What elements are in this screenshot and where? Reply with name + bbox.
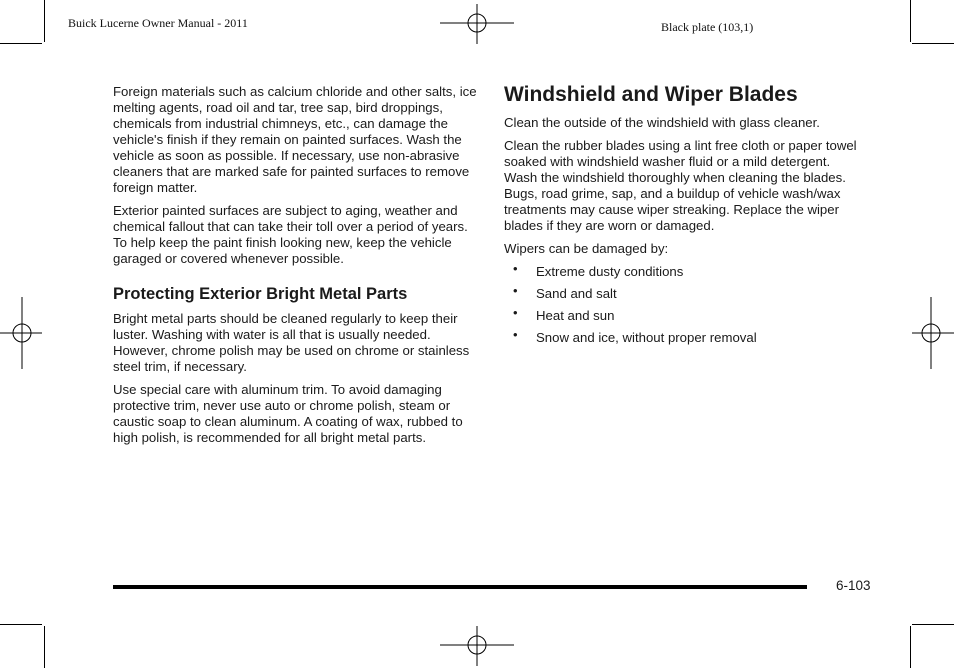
- bullet-list: [504, 261, 866, 346]
- list-item: [504, 327, 866, 346]
- plate-label: Black plate (103,1): [661, 20, 754, 34]
- list-item-text: Sand and salt: [536, 286, 617, 301]
- page-title: Windshield and Wiper Blades: [504, 83, 798, 106]
- footer-rule: [113, 585, 807, 589]
- page-number: 6-103: [836, 578, 871, 593]
- body-paragraph: Foreign materials such as calcium chloride and other salts, ice melting agents, road oil and tar, tree sap, bird droppings, chemicals from industrial chimneys, etc., can damage the vehicle's finish if they remain on painted surfaces. Wash the vehicle as soon as possible. If necessary, use non-abrasive cleaners that are marked safe for painted surfaces to remove foreign matter.: [113, 84, 477, 195]
- list-item: [504, 305, 866, 324]
- registration-mark-left: [0, 297, 42, 369]
- list-item: [504, 261, 866, 280]
- list-item-text: Heat and sun: [536, 308, 615, 323]
- list-item: [504, 283, 866, 302]
- manual-title: Buick Lucerne Owner Manual - 2011: [68, 16, 248, 30]
- list-item-text: Extreme dusty conditions: [536, 264, 684, 279]
- body-paragraph: Exterior painted surfaces are subject to aging, weather and chemical fallout that can take their toll over a period of years. To help keep the paint finish looking new, keep the vehicle garaged or covered whenever possible.: [113, 203, 468, 266]
- section-heading: Protecting Exterior Bright Metal Parts: [113, 285, 408, 303]
- list-item-text: Snow and ice, without proper removal: [536, 330, 757, 345]
- body-paragraph: Bright metal parts should be cleaned regularly to keep their luster. Washing with water is all that is usually needed. However, chrome polish may be used on chrome or stainless steel trim, if necessary.: [113, 311, 470, 374]
- bullet-icon: •: [513, 327, 518, 342]
- body-paragraph: Wipers can be damaged by:: [504, 241, 669, 256]
- left-column: [113, 84, 479, 453]
- bullet-icon: •: [513, 261, 518, 276]
- right-column: [504, 84, 866, 352]
- bullet-icon: •: [513, 283, 518, 298]
- bullet-icon: •: [513, 305, 518, 320]
- registration-mark-right: [912, 297, 954, 369]
- registration-mark-top: [440, 4, 514, 44]
- body-paragraph: Clean the outside of the windshield with glass cleaner.: [504, 115, 820, 130]
- body-paragraph: Use special care with aluminum trim. To avoid damaging protective trim, never use auto or chrome polish, steam or caustic soap to clean aluminum. A coating of wax, rubbed to high polish, is recommended for all bright metal parts.: [113, 382, 463, 445]
- body-paragraph: Clean the rubber blades using a lint free cloth or paper towel soaked with windshield washer fluid or a mild detergent. Wash the windshield thoroughly when cleaning the blades. Bugs, road grime, sap, and a buildup of vehicle wash/wax treatments may cause wiper streaking. Replace the wiper blades if they are worn or damaged.: [504, 138, 857, 233]
- registration-mark-bottom: [440, 626, 514, 666]
